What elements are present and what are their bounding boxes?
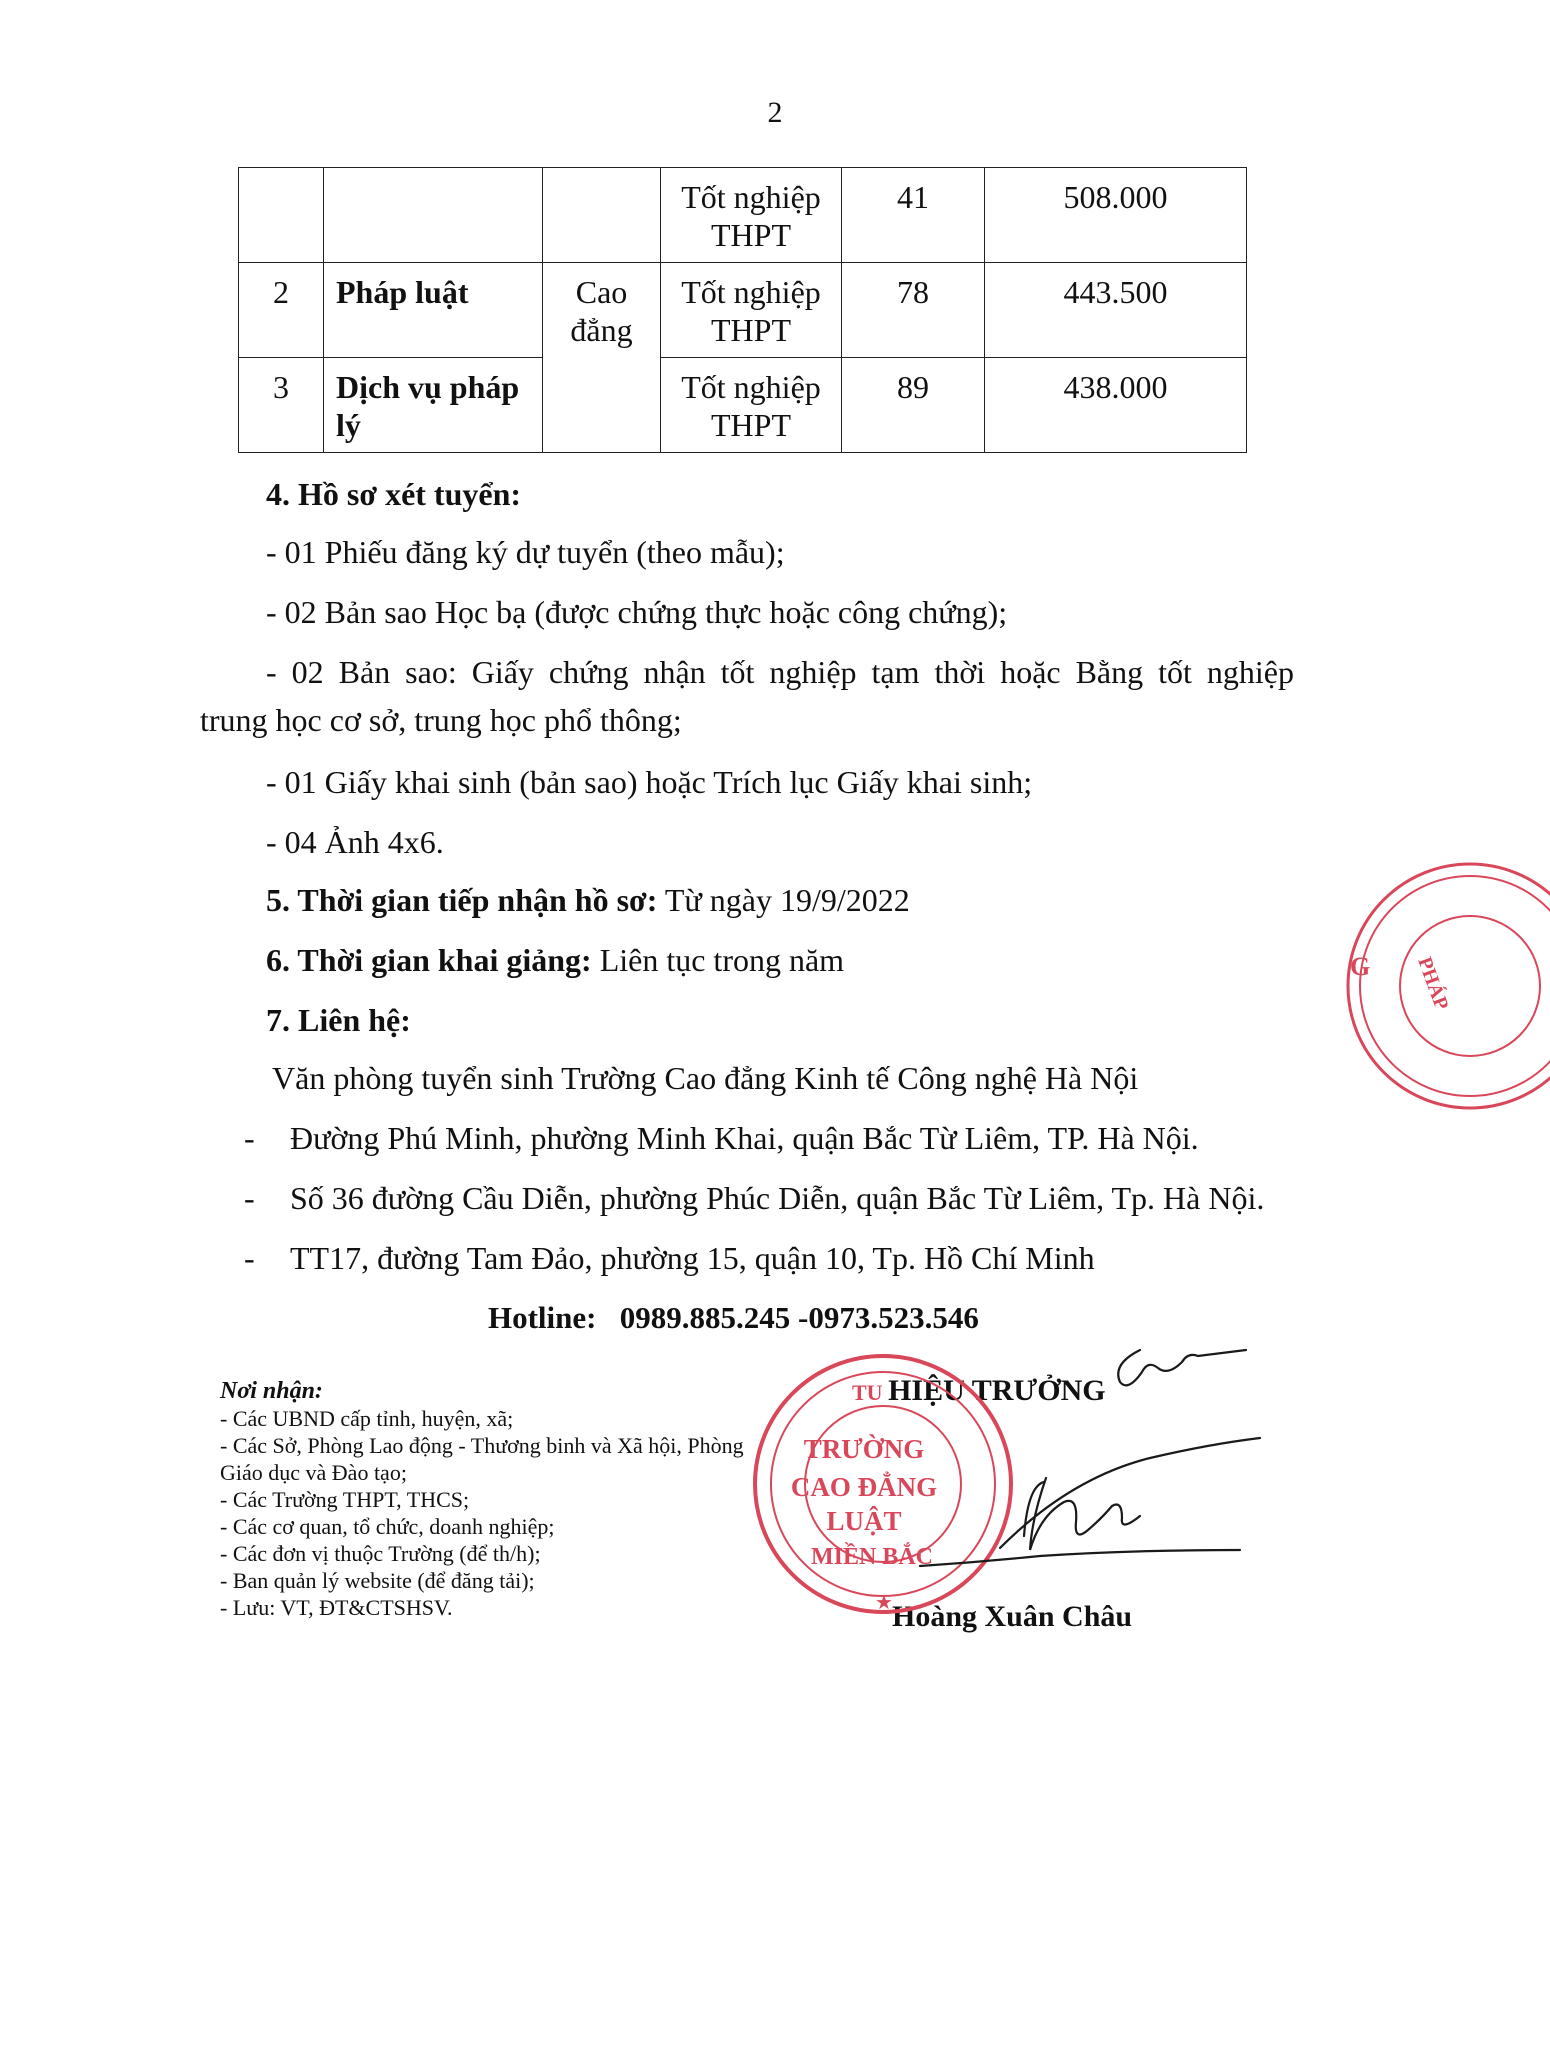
cell-stt: 2 [239,263,324,358]
edge-seal-text2: PHÁP [1413,954,1453,1013]
section-4-heading: 4. Hồ sơ xét tuyển: [266,476,522,512]
hotline [488,1300,979,1336]
cell-input: Tốt nghiệp THPT [661,168,842,263]
cell-count: 41 [842,168,985,263]
cell-fee: 443.500 [985,263,1247,358]
signer-title-prefix: TU [852,1380,889,1405]
section-6-value: Liên tục trong năm [591,942,845,978]
signer-title [852,1374,1106,1408]
fee-table [238,167,1247,453]
section-6 [266,940,844,980]
cell-input: Tốt nghiệp THPT [661,358,842,453]
signer-name: Hoàng Xuân Châu [892,1600,1133,1633]
page-number: 2 [767,96,783,129]
cell-input: Tốt nghiệp THPT [661,263,842,358]
seal-line: TRƯỜNG [803,1434,925,1464]
cell-name [324,168,543,263]
address-text: Đường Phú Minh, phường Minh Khai, quận Bắc Từ Liêm, TP. Hà Nội. [290,1120,1199,1156]
recipient-item: - Ban quản lý website (để đăng tải); [220,1568,535,1593]
cell-fee: 438.000 [985,358,1247,453]
cell-count: 89 [842,358,985,453]
document-item: - 01 Giấy khai sinh (bản sao) hoặc Trích lục Giấy khai sinh; [266,764,1033,800]
signer-title-text: HIỆU TRƯỞNG [888,1374,1106,1407]
table-row [239,358,1247,453]
cell-fee: 508.000 [985,168,1247,263]
table-row [239,168,1247,263]
section-7-heading: 7. Liên hệ: [266,1002,411,1038]
recipients-block [220,1378,760,1621]
cell-stt: 3 [239,358,324,453]
cell-name: Dịch vụ pháp lý [324,358,543,453]
recipient-item: - Lưu: VT, ĐT&CTSHSV. [220,1595,453,1620]
list-dash: - [244,1120,255,1156]
seal-line: LUẬT [826,1506,902,1536]
hotline-numbers: 0989.885.245 -0973.523.546 [619,1300,979,1335]
contact-office: Văn phòng tuyển sinh Trường Cao đẳng Kinh tế Công nghệ Hà Nội [272,1060,1139,1096]
recipient-item: - Các Sở, Phòng Lao động - Thương binh và Xã hội, Phòng Giáo dục và Đào tạo; [220,1433,744,1485]
recipient-item: - Các Trường THPT, THCS; [220,1487,470,1512]
document-item: - 01 Phiếu đăng ký dự tuyển (theo mẫu); [266,534,785,570]
cell-level: Cao đẳng [543,263,661,453]
address-text: Số 36 đường Cầu Diễn, phường Phúc Diễn, quận Bắc Từ Liêm, Tp. Hà Nội. [290,1180,1265,1216]
list-dash: - [244,1240,255,1276]
edge-seal-icon [1348,864,1550,1108]
recipient-item: - Các đơn vị thuộc Trường (để th/h); [220,1541,541,1566]
section-6-label: 6. Thời gian khai giảng: [266,942,592,978]
recipients-title: Nơi nhận: [220,1378,323,1404]
address-text: TT17, đường Tam Đảo, phường 15, quận 10, Tp. Hồ Chí Minh [290,1240,1095,1276]
recipient-item: - Các cơ quan, tổ chức, doanh nghiệp; [220,1514,555,1539]
list-dash: - [244,1180,255,1216]
hotline-label: Hotline: [488,1300,597,1335]
section-5 [266,880,910,920]
cell-count: 78 [842,263,985,358]
document-item: - 02 Bản sao Học bạ (được chứng thực hoặc công chứng); [266,594,1008,630]
cell-level [543,168,661,263]
cell-stt [239,168,324,263]
cell-name: Pháp luật [324,263,543,358]
table-row [239,263,1247,358]
section-5-value: Từ ngày 19/9/2022 [657,882,910,918]
seal-line: MIỀN BẮC [810,1544,934,1570]
recipient-item: - Các UBND cấp tỉnh, huyện, xã; [220,1406,514,1431]
document-item: - 02 Bản sao: Giấy chứng nhận tốt nghiệp tạm thời hoặc Bằng tốt nghiệp [266,654,1294,690]
section-5-label: 5. Thời gian tiếp nhận hồ sơ: [266,882,658,918]
edge-seal-text: G [1350,952,1371,981]
document-item: - 04 Ảnh 4x6. [266,824,444,860]
document-item-continued: trung học cơ sở, trung học phổ thông; [200,702,682,738]
seal-line: CAO ĐẲNG [790,1472,938,1502]
seal-star-icon: ★ [875,1592,893,1614]
